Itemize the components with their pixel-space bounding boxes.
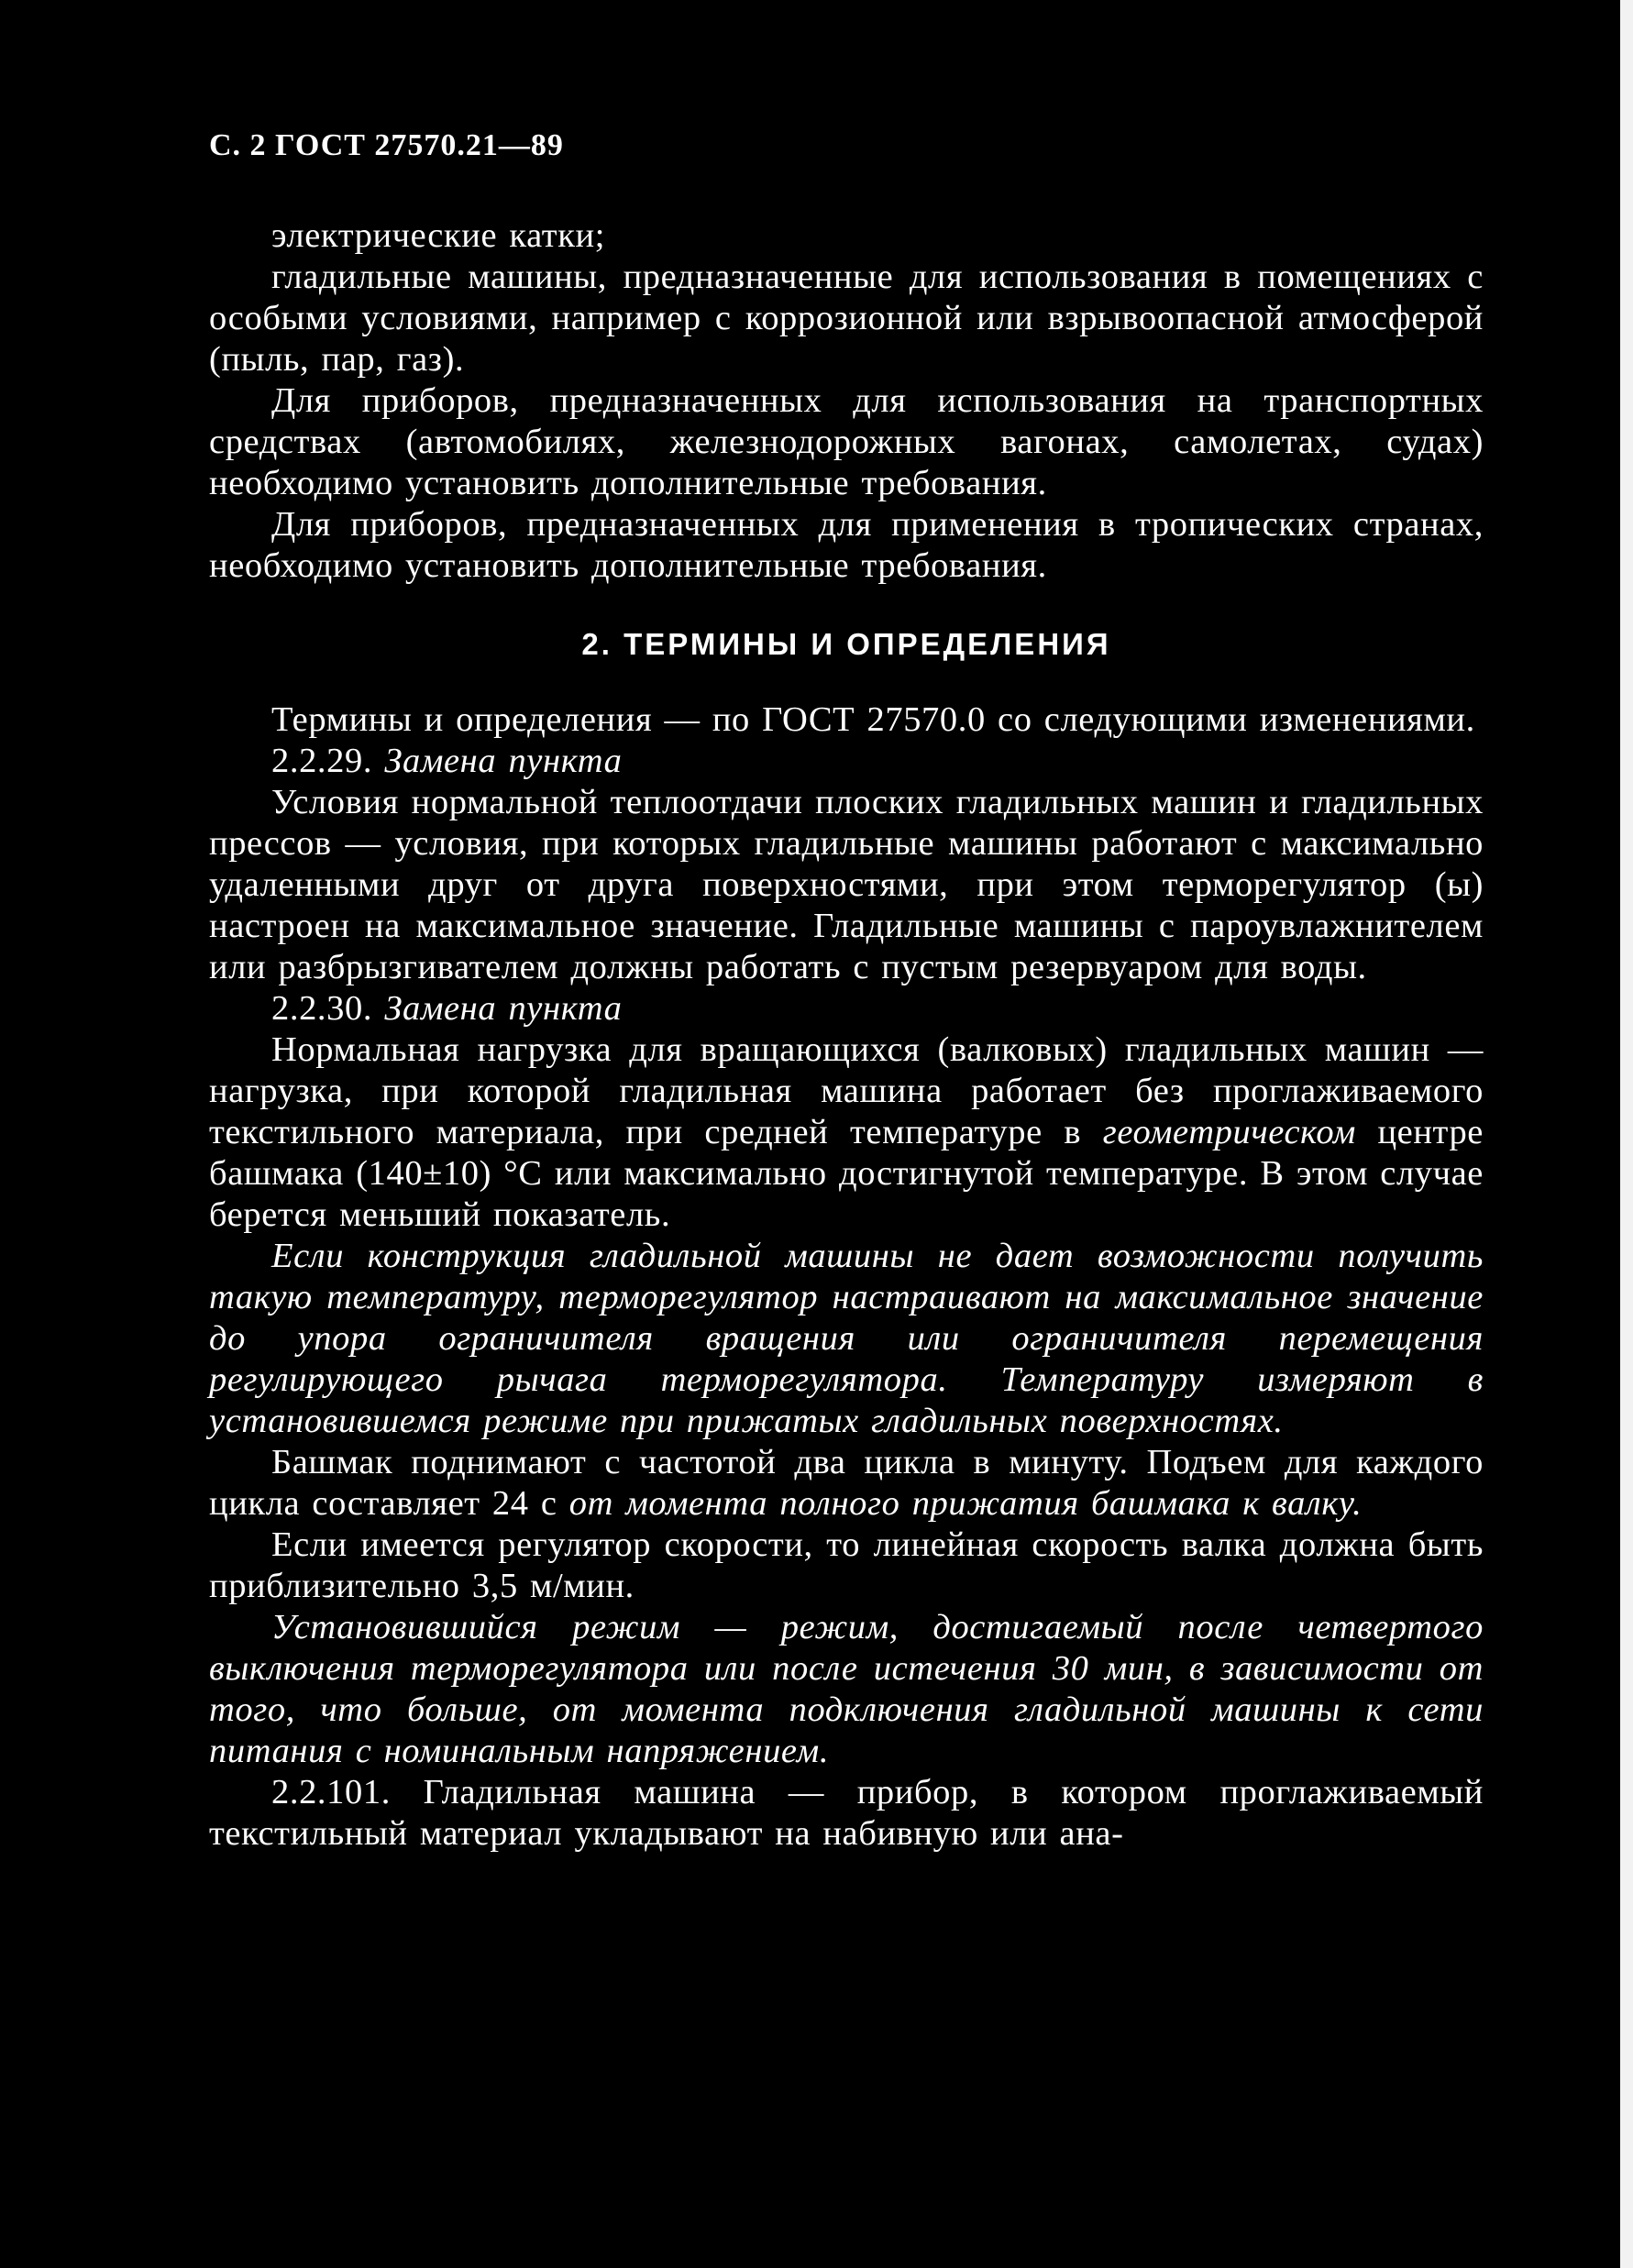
text-run: Нормальная нагрузка для вращающихся (валковых) гладильных машин — нагрузка, при которой гладильная машина работает без проглаживаемого текстильного материала, при средней температуре в [209,1030,1484,1151]
clause-2-2-101 [209,1772,1484,1855]
clause-2-2-29-heading [209,741,1484,782]
clause-title: Замена пункта [384,742,623,780]
paragraph-transport: Для приборов, предназначенных для использования на транспортных средствах (автомобилях, железнодорожных вагонах, самолетах, судах) необходимо установить дополнительные требования. [209,381,1484,502]
section-intro: Термины и определения — по ГОСТ 27570.0 со следующими изменениями. [271,700,1475,739]
clause-2-2-30-heading [209,988,1484,1029]
text-run: Башмак поднимают с частотой два цикла в минуту. Подъем для каждого цикла составляет 24 с [209,1443,1484,1523]
page-header: С. 2 ГОСТ 27570.21—89 [209,128,564,162]
clause-2-2-30-text [209,1029,1484,1236]
clause-number: 2.2.30. [271,989,373,1028]
italic-run: геометрическом [1102,1113,1356,1151]
paragraph-tropics: Для приборов, предназначенных для применения в тропических странах, необходимо установить дополнительные требования. [209,505,1484,585]
text-run: центре башмака (140±10) °С или максимально достигнутой температуре. В этом случае берется меньший показатель. [209,1113,1484,1234]
clause-title: Замена пункта [384,989,623,1028]
intro-item-ironing-machines: гладильные машины, предназначенные для использования в помещениях с особыми условиями, например с коррозионной или взрывоопасной атмосферой (пыль, пар, газ). [209,258,1484,379]
clause-2-2-29-text: Условия нормальной теплоотдачи плоских гладильных машин и гладильных прессов — условия, при которых гладильные машины работают с максимально удаленными друг от друга поверхностями, при этом терморегулятор (ы) настроен на максимальное значение. Гладильные машины с пароувлажнителем или разбрызгивателем должны работать с пустым резервуаром для воды. [209,783,1484,986]
clause-number: 2.2.101. [271,1773,391,1811]
clause-number: 2.2.29. [271,742,373,780]
italic-run: от момента полного прижатия башмака к валку. [568,1484,1363,1523]
scan-edge [1620,0,1633,2268]
document-body [209,215,1484,1855]
clause-2-2-30-speed: Если имеется регулятор скорости, то линейная скорость валка должна быть приблизительно 3,5 м/мин. [209,1525,1484,1605]
clause-2-2-30-steady-state: Установившийся режим — режим, достигаемый после четвертого выключения терморегулятора или после истечения 30 мин, в зависимости от того, что больше, от момента подключения гладильной машины к сети питания с номинальным напряжением. [209,1608,1484,1770]
intro-item-electric-rollers: электрические катки; [271,216,606,255]
section-heading: 2. ТЕРМИНЫ И ОПРЕДЕЛЕНИЯ [581,627,1111,661]
text-run: Гладильная машина — прибор, в котором проглаживаемый текстильный материал укладывают на набивную или ана- [209,1773,1484,1853]
clause-2-2-30-shoe [209,1442,1484,1525]
clause-2-2-30-note: Если конструкция гладильной машины не дает возможности получить такую температуру, терморегулятор настраивают на максимальное значение до упора ограничителя вращения или ограничителя перемещения регулирующего рычага терморегулятора. Температуру измеряют в установившемся режиме при прижатых гладильных поверхностях. [209,1237,1484,1440]
